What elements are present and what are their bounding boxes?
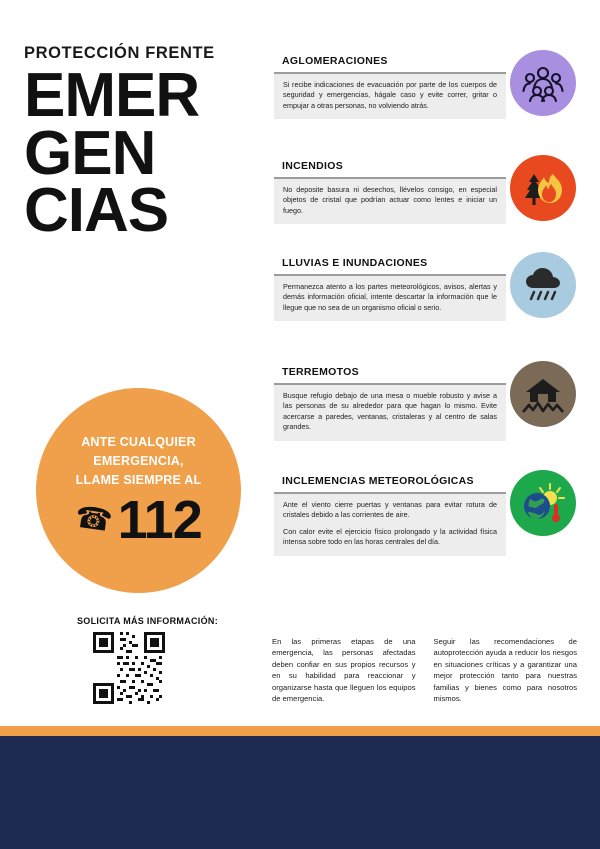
eyebrow-text: PROTECCIÓN FRENTE <box>24 44 215 62</box>
card-text: Con calor evite el ejercicio físico prolongado y la actividad física intensa sobre todo en las horas centrales del día. <box>283 526 497 547</box>
qr-code-image <box>93 632 165 704</box>
card-text: No deposite basura ni desechos, llévelos consigo, en especial objetos de cristal que podrían actuar como lentes e iniciar un fuego. <box>283 185 497 215</box>
crowd-icon <box>510 50 576 116</box>
card-title: LLUVIAS E INUNDACIONES <box>274 250 506 276</box>
card-aglomeraciones <box>274 48 576 141</box>
bottom-text-right: Seguir las recomendaciones de autoprotección ayuda a reducir los riesgos en situaciones críticas y a garantizar una mejor protección tanto para nuestras familias y bienes como para nosotros mismos. <box>433 637 577 703</box>
earthquake-house-icon <box>510 361 576 427</box>
emergency-circle-line-1: ANTE CUALQUIER <box>81 435 196 450</box>
hot-earth-icon <box>510 470 576 536</box>
card-text: Si recibe indicaciones de evacuación por parte de los cuerpos de seguridad y emergencias, hágale caso y evite correr, gritar o empujar a otras personas, no volviendo atrás. <box>283 80 497 110</box>
emergency-number-circle <box>36 388 241 593</box>
card-title: INCENDIOS <box>274 153 506 179</box>
forest-fire-icon <box>510 155 576 221</box>
card-body <box>274 359 506 441</box>
qr-code[interactable] <box>93 632 165 704</box>
card-lluvias-inundaciones <box>274 250 576 347</box>
card-text: Ante el viento cierre puertas y ventanas para evitar rotura de cristales debido a las corrientes de aire. <box>283 500 497 520</box>
emergency-circle-line-3: LLAME SIEMPRE AL <box>75 472 202 487</box>
footer <box>0 736 600 849</box>
emergency-number-row <box>73 489 202 550</box>
card-terremotos <box>274 359 576 456</box>
card-text: Permanezca atento a los partes meteorológicos, avisos, alertas y demás información oficial, intente descartar la información que le llegue que no sea de un organismo oficial o serio. <box>283 282 497 312</box>
card-title: AGLOMERACIONES <box>274 48 506 74</box>
risk-cards <box>274 48 576 592</box>
card-title: TERREMOTOS <box>274 359 506 385</box>
footer-accent-bar <box>0 726 600 736</box>
headline-line-3: CIAS <box>24 176 169 246</box>
phone-icon: ☎ <box>73 500 115 539</box>
card-text: Busque refugio debajo de una mesa o mueble robusto y avise a las personas de su alrededor para que hagan lo mismo. Evite acercarse a paredes, ventanas, cristaleras y al centro de salas grandes. <box>283 391 497 432</box>
card-inclemencias-meteorologicas <box>274 468 576 580</box>
emergency-circle-line-2: EMERGENCIA, <box>93 454 184 469</box>
card-title: INCLEMENCIAS METEOROLÓGICAS <box>274 468 506 494</box>
headline-block <box>24 44 274 246</box>
card-incendios <box>274 153 576 238</box>
qr-label: SOLICITA MÁS INFORMACIÓN: <box>77 616 218 626</box>
card-body <box>274 468 506 556</box>
card-body <box>274 250 506 321</box>
headline-line-1: EMER <box>24 61 200 130</box>
card-body <box>274 153 506 224</box>
headline-line-2: GEN <box>24 118 156 188</box>
emergency-number: 112 <box>117 489 202 550</box>
rain-cloud-icon <box>510 252 576 318</box>
card-body <box>274 48 506 119</box>
bottom-texts <box>272 636 577 704</box>
bottom-text-left: En las primeras etapas de una emergencia, las personas afectadas deben confiar en sus propios recursos y en su habilidad para reaccionar y organizarse hasta que lleguen los equipos de emergencia. <box>272 637 416 703</box>
